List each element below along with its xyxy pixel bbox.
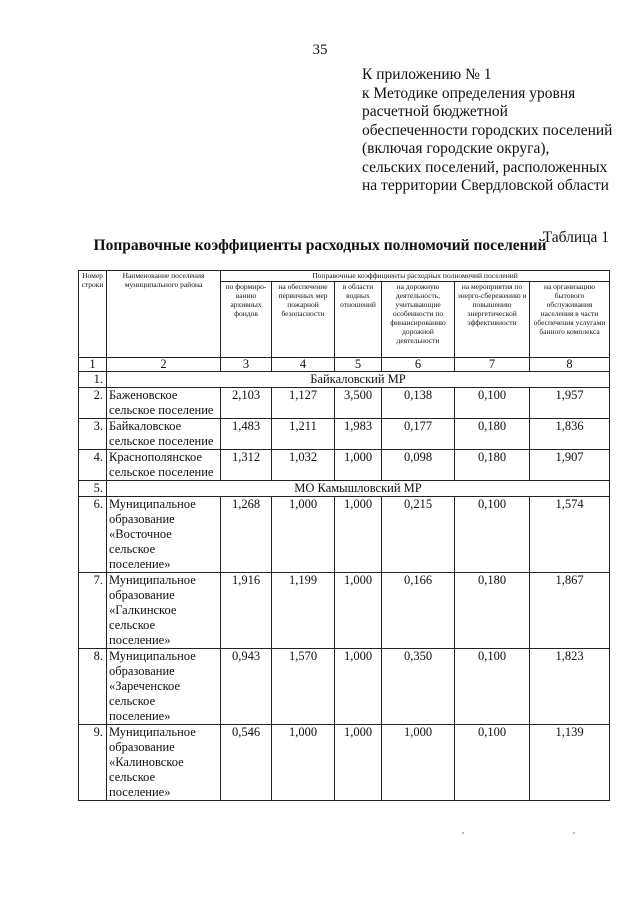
- appendix-line: обеспеченности городских поселений: [362, 121, 613, 139]
- table-title: Поправочные коэффициенты расходных полномочий поселений: [93, 237, 547, 254]
- coefficient-cell: 1,823: [530, 649, 610, 725]
- header-coefficients-group: Поправочные коэффициенты расходных полномочий поселений: [221, 271, 610, 282]
- coefficient-cell: 0,350: [382, 649, 455, 725]
- coefficient-cell: 0,180: [455, 419, 530, 450]
- row-number: 3.: [79, 419, 107, 450]
- coefficient-cell: 0,943: [221, 649, 272, 725]
- row-number: 7.: [79, 573, 107, 649]
- coefficient-cell: 1,211: [272, 419, 335, 450]
- coefficient-cell: 1,000: [335, 497, 382, 573]
- row-number: 9.: [79, 725, 107, 801]
- column-number: 3: [221, 358, 272, 372]
- settlement-name: Байкаловское сельское поселение: [107, 419, 221, 450]
- column-number: 7: [455, 358, 530, 372]
- coefficient-cell: 1,000: [335, 450, 382, 481]
- coefficient-cell: 1,983: [335, 419, 382, 450]
- table-row: [79, 450, 610, 481]
- coefficients-table: [78, 270, 610, 801]
- settlement-name: Краснополянское сельское поселение: [107, 450, 221, 481]
- column-number: 8: [530, 358, 610, 372]
- table-row: [79, 497, 610, 573]
- coefficient-cell: 1,483: [221, 419, 272, 450]
- coefficient-cell: 1,139: [530, 725, 610, 801]
- header-col: на дорожную деятельность, учитывающие особенности по финансированию дорожной деятельности: [382, 282, 455, 358]
- district-name: Байкаловский МР: [107, 372, 610, 388]
- coefficient-cell: 1,570: [272, 649, 335, 725]
- coefficient-cell: 1,032: [272, 450, 335, 481]
- settlement-name: Муниципальное образование «Зареченское сельское поселение»: [107, 649, 221, 725]
- settlement-name: Муниципальное образование «Восточное сельское поселение»: [107, 497, 221, 573]
- header-col: на мероприятия по энерго-сбережению и повышению энергетической эффективности: [455, 282, 530, 358]
- coefficient-cell: 1,268: [221, 497, 272, 573]
- header-row-number: Номер строки: [79, 271, 107, 358]
- table-body: [79, 271, 610, 801]
- scan-speck: [462, 832, 464, 834]
- table-label: Таблица 1: [542, 229, 609, 246]
- coefficient-cell: 1,000: [335, 649, 382, 725]
- column-number-row: [79, 358, 610, 372]
- table-header-row: [79, 271, 610, 282]
- column-number: 5: [335, 358, 382, 372]
- coefficient-cell: 0,100: [455, 497, 530, 573]
- coefficient-cell: 1,836: [530, 419, 610, 450]
- column-number: 1: [79, 358, 107, 372]
- column-number: 2: [107, 358, 221, 372]
- coefficient-cell: 0,100: [455, 725, 530, 801]
- appendix-line: на территории Свердловской области: [362, 177, 609, 194]
- settlement-name: Муниципальное образование «Калиновское сельское поселение»: [107, 725, 221, 801]
- row-number: 4.: [79, 450, 107, 481]
- row-number: 2.: [79, 388, 107, 419]
- header-col: на организацию бытового обслуживания населения в части обеспечения услугами банного комплекса: [530, 282, 610, 358]
- coefficient-cell: 1,312: [221, 450, 272, 481]
- row-number: 5.: [79, 481, 107, 497]
- header-col: в области водных отношений: [335, 282, 382, 358]
- table-row: [79, 649, 610, 725]
- appendix-line: расчетной бюджетной: [362, 103, 508, 120]
- coefficient-cell: 1,916: [221, 573, 272, 649]
- coefficient-cell: 3,500: [335, 388, 382, 419]
- scan-speck: [573, 832, 575, 834]
- coefficient-cell: 1,867: [530, 573, 610, 649]
- header-col: по формиро-ванию архивных фондов: [221, 282, 272, 358]
- table-row: [79, 573, 610, 649]
- appendix-line: (включая городские округа),: [362, 140, 550, 157]
- column-number: 4: [272, 358, 335, 372]
- coefficient-cell: 1,000: [272, 497, 335, 573]
- coefficient-cell: 1,907: [530, 450, 610, 481]
- coefficient-cell: 0,100: [455, 388, 530, 419]
- coefficient-cell: 0,166: [382, 573, 455, 649]
- appendix-reference: [362, 66, 632, 196]
- header-col: на обеспечение первичных мер пожарной безопасности: [272, 282, 335, 358]
- appendix-line: к Методике определения уровня: [362, 84, 576, 102]
- group-row: [79, 481, 610, 497]
- district-name: МО Камышловский МР: [107, 481, 610, 497]
- coefficient-cell: 0,546: [221, 725, 272, 801]
- column-number: 6: [382, 358, 455, 372]
- coefficient-cell: 0,100: [455, 649, 530, 725]
- row-number: 6.: [79, 497, 107, 573]
- coefficient-cell: 1,127: [272, 388, 335, 419]
- coefficient-cell: 1,000: [272, 725, 335, 801]
- appendix-line: К приложению № 1: [362, 66, 492, 83]
- appendix-line: сельских поселений, расположенных: [362, 158, 608, 176]
- coefficient-cell: 1,000: [382, 725, 455, 801]
- table-row: [79, 388, 610, 419]
- coefficient-cell: 0,177: [382, 419, 455, 450]
- coefficient-cell: 1,000: [335, 573, 382, 649]
- coefficient-cell: 0,180: [455, 573, 530, 649]
- table-row: [79, 725, 610, 801]
- table-row: [79, 419, 610, 450]
- coefficient-cell: 0,180: [455, 450, 530, 481]
- group-row: [79, 372, 610, 388]
- page-number: 35: [312, 42, 328, 58]
- coefficient-cell: 2,103: [221, 388, 272, 419]
- coefficient-cell: 0,215: [382, 497, 455, 573]
- coefficient-cell: 0,098: [382, 450, 455, 481]
- row-number: 8.: [79, 649, 107, 725]
- coefficient-cell: 1,574: [530, 497, 610, 573]
- settlement-name: Баженовское сельское поселение: [107, 388, 221, 419]
- header-name: Наименование поселения муниципального района: [107, 271, 221, 358]
- settlement-name: Муниципальное образование «Галкинское сельское поселение»: [107, 573, 221, 649]
- coefficient-cell: 0,138: [382, 388, 455, 419]
- coefficient-cell: 1,000: [335, 725, 382, 801]
- coefficient-cell: 1,957: [530, 388, 610, 419]
- coefficient-cell: 1,199: [272, 573, 335, 649]
- row-number: 1.: [79, 372, 107, 388]
